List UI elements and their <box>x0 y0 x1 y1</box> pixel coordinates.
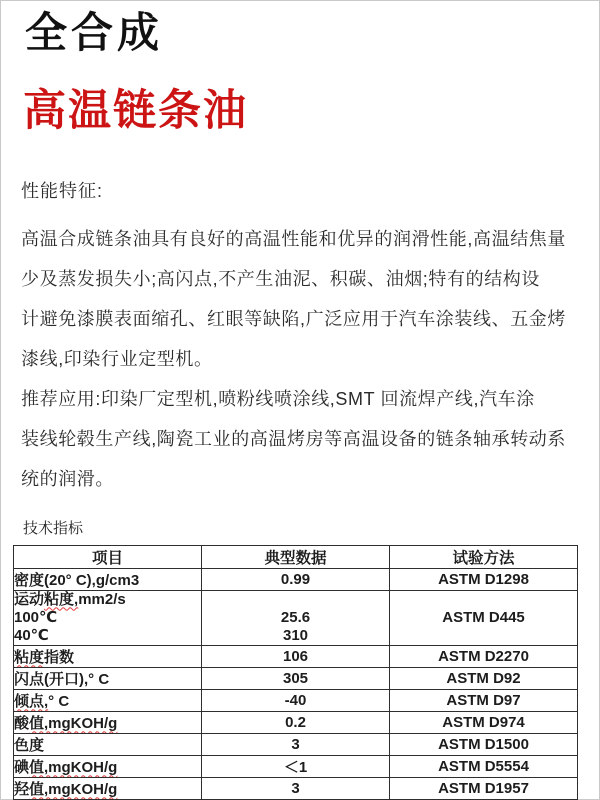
spec-value-cell: 0.2 <box>202 711 390 733</box>
item-text: 碘 <box>14 758 30 776</box>
item-text: mm2/s <box>78 590 126 608</box>
paragraph-line: 漆线,印染行业定型机。 <box>21 348 213 369</box>
spec-item-cell <box>14 645 202 667</box>
table-row-density <box>14 568 578 590</box>
spec-method-cell: ASTM D1500 <box>390 733 578 755</box>
item-text: 密度(20° C),g/cm3 <box>14 571 140 589</box>
item-text: 指数 <box>44 648 75 666</box>
spec-value-cell: -40 <box>202 689 390 711</box>
table-row-flash-point <box>14 667 578 689</box>
item-text-flagged: 值,mgKOH/g <box>29 714 118 732</box>
paragraph-line: 少及蒸发损失小;高闪点,不产生油泥、积碳、油烟;特有的结构设 <box>21 268 540 289</box>
item-text: 酸 <box>14 714 30 732</box>
item-text-flagged: 粘度, <box>44 590 79 608</box>
spec-method-cell: ASTM D5554 <box>390 755 578 777</box>
item-text: 运动 <box>14 590 45 608</box>
spec-value-cell: 0.99 <box>202 568 390 590</box>
spec-method-cell: ASTM D97 <box>390 689 578 711</box>
paragraph-line: 统的润滑。 <box>21 468 114 489</box>
spec-value-cell: 305 <box>202 667 390 689</box>
spec-value-cell: 3 <box>202 777 390 799</box>
item-text: 闪点(开口),° C <box>14 670 110 688</box>
spec-method-cell: ASTM D1298 <box>390 568 578 590</box>
spec-table <box>13 545 578 800</box>
item-text-flagged: 值,mgKOH/g <box>29 780 118 798</box>
item-text: 40℃ <box>14 626 49 644</box>
table-row-pour-point <box>14 689 578 711</box>
spec-item-cell <box>14 667 202 689</box>
value-text <box>202 591 389 609</box>
paragraph-line: 计避免漆膜表面缩孔、红眼等缺陷,广泛应用于汽车涂装线、五金烤 <box>21 308 566 329</box>
spec-value-cell: 106 <box>202 645 390 667</box>
table-row-viscosity-index <box>14 645 578 667</box>
paragraph-line: 装线轮毂生产线,陶瓷工业的高温烤房等高温设备的链条轴承转动系 <box>21 428 566 449</box>
item-text-flagged: 值,mgKOH/g <box>29 758 118 776</box>
table-row-hydroxyl-value <box>14 777 578 799</box>
product-title: 全合成 <box>25 9 164 56</box>
spec-value-cell: ＜1 <box>202 755 390 777</box>
item-text-flagged: 倾点, <box>14 692 49 710</box>
item-text <box>14 591 201 609</box>
spec-method-cell: ASTM D1957 <box>390 777 578 799</box>
item-text: 100℃ <box>14 608 58 626</box>
spec-value-cell <box>202 590 390 645</box>
item-text: ° C <box>48 692 70 710</box>
table-row-iodine-value <box>14 755 578 777</box>
spec-item-cell <box>14 711 202 733</box>
table-row-viscosity <box>14 590 578 645</box>
spec-method-cell: ASTM D92 <box>390 667 578 689</box>
product-subtitle: 高温链条油 <box>23 87 248 136</box>
col-header-item: 项目 <box>14 545 202 568</box>
spec-method-cell: ASTM D2270 <box>390 645 578 667</box>
spec-method-cell: ASTM D974 <box>390 711 578 733</box>
table-header-row <box>14 545 578 568</box>
spec-table-heading: 技术指标 <box>23 519 84 537</box>
spec-item-cell <box>14 777 202 799</box>
paragraph-line: 推荐应用:印染厂定型机,喷粉线喷涂线,SMT 回流焊产线,汽车涂 <box>21 388 535 409</box>
table-row-acid-value <box>14 711 578 733</box>
application-paragraph <box>21 379 599 499</box>
spec-item-cell <box>14 755 202 777</box>
spec-method-cell: ASTM D445 <box>390 590 578 645</box>
item-text-flagged: 粘度 <box>14 648 45 666</box>
paragraph-line: 高温合成链条油具有良好的高温性能和优异的润滑性能,高温结焦量 <box>21 228 566 249</box>
col-header-method: 试验方法 <box>390 545 578 568</box>
item-text: 色度 <box>14 736 45 754</box>
performance-heading: 性能特征: <box>21 180 104 201</box>
performance-paragraph <box>21 219 599 379</box>
spec-item-cell <box>14 568 202 590</box>
spec-item-cell <box>14 689 202 711</box>
spec-value-cell: 3 <box>202 733 390 755</box>
item-text: 羟 <box>14 780 30 798</box>
table-row-color <box>14 733 578 755</box>
spec-item-cell <box>14 590 202 645</box>
spec-item-cell <box>14 733 202 755</box>
col-header-value: 典型数据 <box>202 545 390 568</box>
value-text: 310 <box>282 626 309 644</box>
value-text: 25.6 <box>280 608 311 626</box>
